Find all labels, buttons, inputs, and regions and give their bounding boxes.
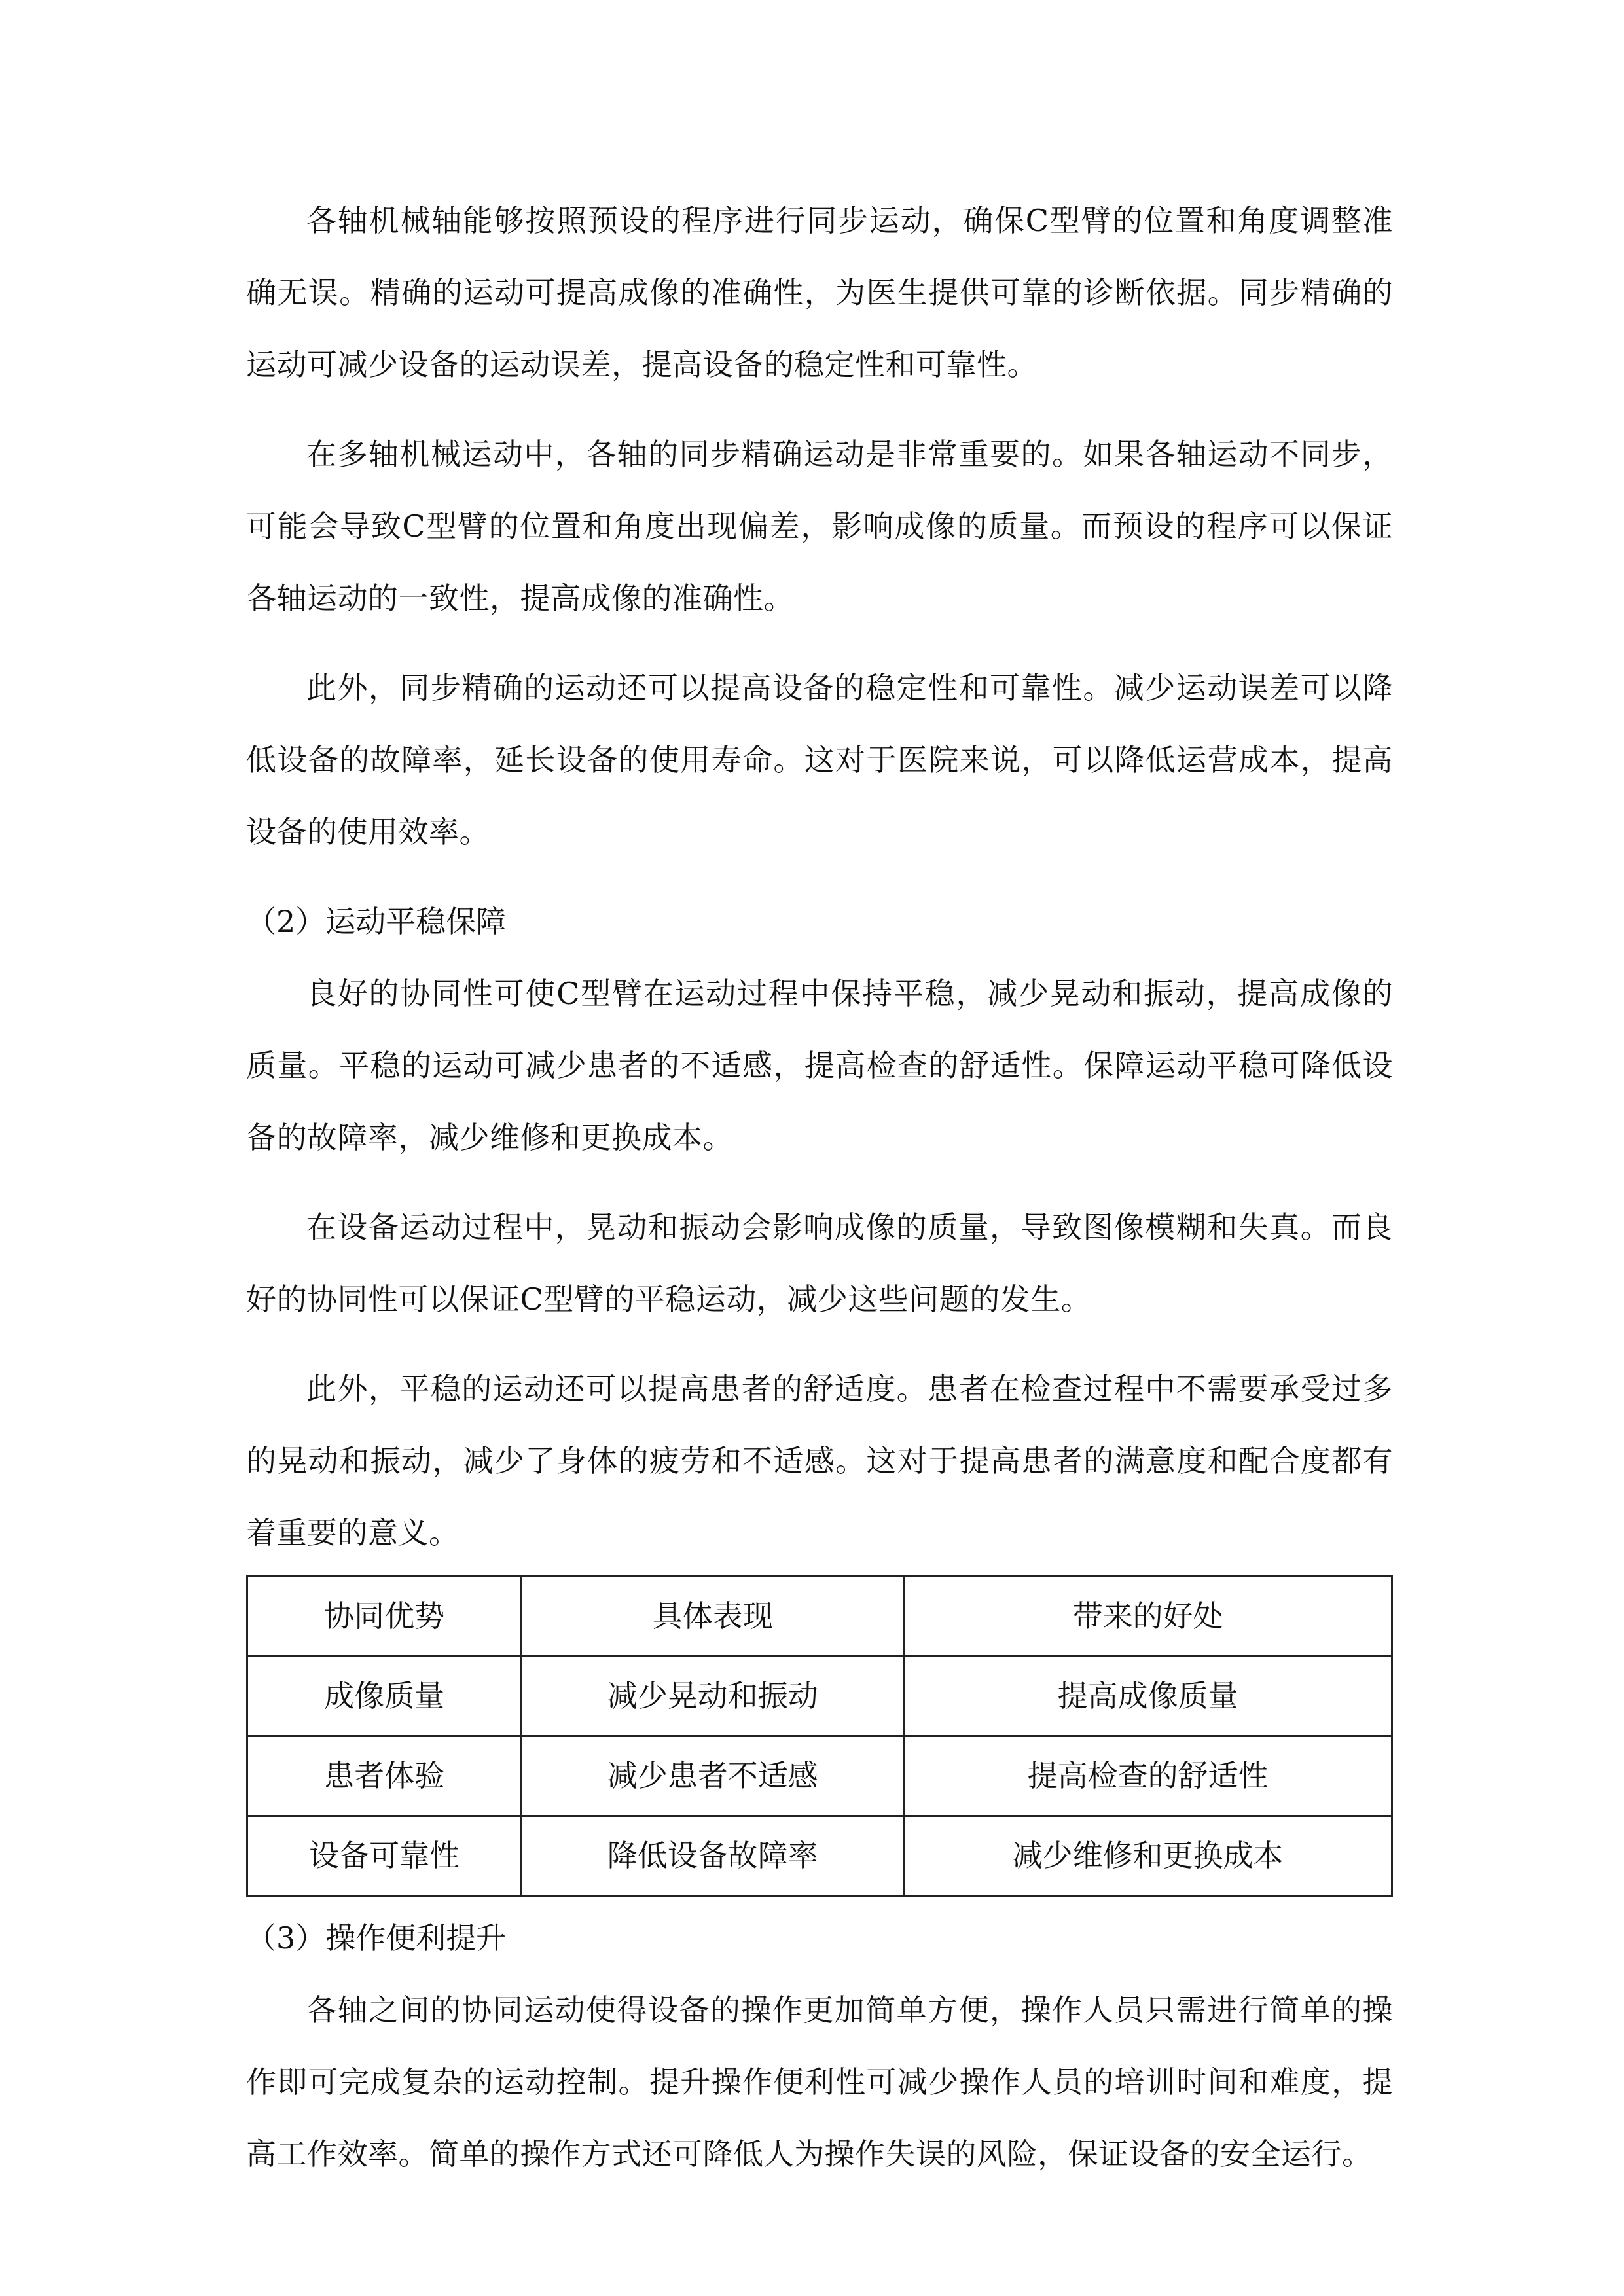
document-body (246, 185, 1393, 2208)
table-header-row (247, 1577, 1392, 1657)
table-row (247, 1736, 1392, 1816)
table-cell: 设备可靠性 (247, 1816, 522, 1896)
table-row (247, 1816, 1392, 1896)
paragraph: 在多轴机械运动中，各轴的同步精确运动是非常重要的。如果各轴运动不同步，可能会导致C型臂的位置和角度出现偏差，影响成像的质量。而预设的程序可以保证各轴运动的一致性，提高成像的准确性。 (246, 437, 1393, 616)
paragraph: 各轴机械轴能够按照预设的程序进行同步运动，确保C型臂的位置和角度调整准确无误。精确的运动可提高成像的准确性，为医生提供可靠的诊断依据。同步精确的运动可减少设备的运动误差，提高设备的稳定性和可靠性。 (246, 203, 1393, 382)
table-cell: 减少维修和更换成本 (904, 1816, 1392, 1896)
section-heading-2: （2）运动平稳保障 (246, 904, 507, 939)
paragraph: 良好的协同性可使C型臂在运动过程中保持平稳，减少晃动和振动，提高成像的质量。平稳的运动可减少患者的不适感，提高检查的舒适性。保障运动平稳可降低设备的故障率，减少维修和更换成本。 (246, 976, 1393, 1155)
table-cell: 成像质量 (247, 1657, 522, 1736)
table-row (247, 1657, 1392, 1736)
table-cell: 减少患者不适感 (522, 1736, 904, 1816)
paragraph: 在设备运动过程中，晃动和振动会影响成像的质量，导致图像模糊和失真。而良好的协同性可以保证C型臂的平稳运动，减少这些问题的发生。 (246, 1210, 1393, 1317)
table-cell: 提高检查的舒适性 (904, 1736, 1392, 1816)
table-header-cell: 具体表现 (522, 1577, 904, 1657)
table-header-cell: 带来的好处 (904, 1577, 1392, 1657)
table-cell: 提高成像质量 (904, 1657, 1392, 1736)
paragraph: 此外，同步精确的运动还可以提高设备的稳定性和可靠性。减少运动误差可以降低设备的故障率，延长设备的使用寿命。这对于医院来说，可以降低运营成本，提高设备的使用效率。 (246, 670, 1393, 850)
table-cell: 减少晃动和振动 (522, 1657, 904, 1736)
paragraph: 此外，平稳的运动还可以提高患者的舒适度。患者在检查过程中不需要承受过多的晃动和振动，减少了身体的疲劳和不适感。这对于提高患者的满意度和配合度都有着重要的意义。 (246, 1371, 1393, 1551)
table-cell: 降低设备故障率 (522, 1816, 904, 1896)
paragraph: 各轴之间的协同运动使得设备的操作更加简单方便，操作人员只需进行简单的操作即可完成复杂的运动控制。提升操作便利性可减少操作人员的培训时间和难度，提高工作效率。简单的操作方式还可降低人为操作失误的风险，保证设备的安全运行。 (246, 1992, 1393, 2172)
table-cell: 患者体验 (247, 1736, 522, 1816)
section-heading-3: （3）操作便利提升 (246, 1920, 507, 1956)
table-header-cell: 协同优势 (247, 1577, 522, 1657)
advantages-table (246, 1575, 1393, 1897)
